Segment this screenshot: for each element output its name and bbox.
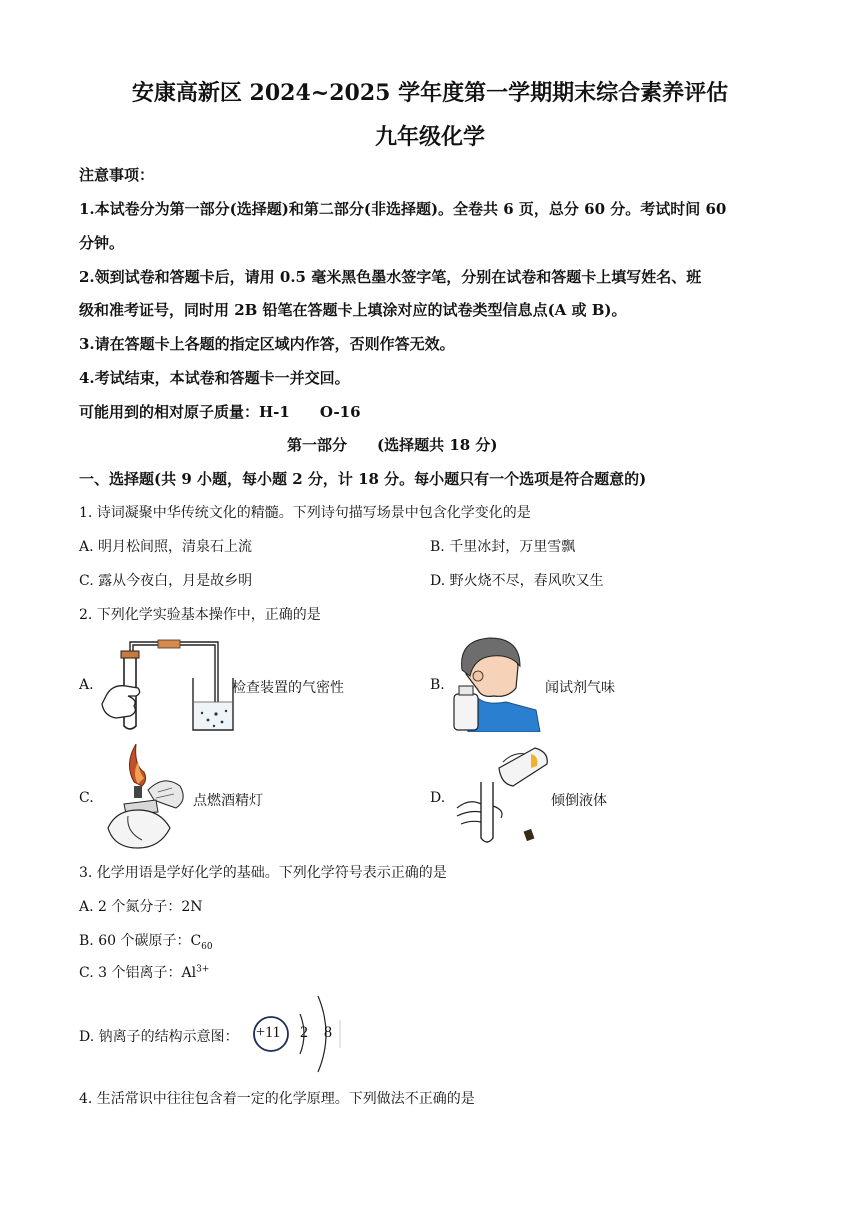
notice-item-2-line1: 2.领到试卷和答题卡后，请用 0.5 毫米黑色墨水签字笔，分别在试卷和答题卡上填写姓名、班 — [79, 268, 702, 286]
q2-option-d-caption: 倾倒液体 — [551, 793, 607, 809]
notice-item-3: 3.请在答题卡上各题的指定区域内作答，否则作答无效。 — [79, 335, 455, 353]
notice-heading: 注意事项： — [79, 166, 155, 184]
notice-item-1-line1: 1.本试卷分为第一部分(选择题)和第二部分(非选择题)。全卷共 6 页，总分 60 分。考试时间 60 — [79, 200, 727, 218]
part1-heading: 第一部分 (选择题共 18 分) — [287, 436, 498, 454]
q3-option-c-text: C. 3 个铝离子：Al — [79, 965, 197, 981]
lighting-alcohol-lamp-figure — [98, 744, 196, 852]
notice-item-1-line2: 分钟。 — [79, 234, 125, 252]
q1-option-c: C. 露从今夜白，月是故乡明 — [79, 573, 253, 589]
q1-option-b: B. 千里冰封，万里雪飘 — [430, 539, 576, 555]
q2-option-a-label: A. — [79, 677, 94, 693]
q3-stem: 3. 化学用语是学好化学的基础。下列化学符号表示正确的是 — [79, 865, 447, 881]
q3-option-d: D. 钠离子的结构示意图： — [79, 1029, 239, 1045]
q3-option-b — [79, 930, 213, 952]
q2-option-c-label: C. — [79, 790, 94, 806]
shell-2-electrons: 8 — [324, 1024, 332, 1041]
q2-option-a-caption: 检查装置的气密性 — [232, 680, 344, 696]
exam-title: 安康高新区 2024~2025 学年度第一学期期末综合素养评估 — [131, 80, 729, 106]
q2-option-b-label: B. — [430, 677, 445, 693]
q4-stem: 4. 生活常识中往往包含着一定的化学原理。下列做法不正确的是 — [79, 1091, 475, 1107]
section-heading: 一、选择题(共 9 小题，每小题 2 分，计 18 分。每小题只有一个选项是符合题意的) — [79, 470, 647, 488]
q3-option-a: A. 2 个氮分子：2N — [79, 899, 203, 915]
q1-option-a: A. 明月松间照，清泉石上流 — [79, 539, 253, 555]
atomic-mass-line: 可能用到的相对原子质量：H-1 O-16 — [79, 403, 361, 421]
q2-option-c-caption: 点燃酒精灯 — [193, 793, 263, 809]
sodium-ion-structure-diagram — [250, 994, 350, 1074]
smelling-reagent-figure — [448, 636, 542, 732]
q3-option-c — [79, 962, 209, 982]
q2-option-b-caption: 闻试剂气味 — [545, 680, 615, 696]
exam-subtitle: 九年级化学 — [374, 124, 485, 150]
q2-stem: 2. 下列化学实验基本操作中，正确的是 — [79, 607, 321, 623]
notice-item-4: 4.考试结束，本试卷和答题卡一并交回。 — [79, 369, 350, 387]
q3-option-b-subscript: 60 — [201, 941, 213, 952]
q1-option-d: D. 野火烧不尽，春风吹又生 — [430, 573, 604, 589]
notice-item-2-line2: 级和准考证号，同时用 2B 铅笔在答题卡上填涂对应的试卷类型信息点(A 或 B)。 — [79, 301, 627, 319]
q3-option-c-superscript: 3+ — [196, 964, 210, 975]
airtightness-check-figure — [98, 638, 236, 734]
nucleus-charge: +11 — [256, 1024, 281, 1041]
pouring-liquid-figure — [453, 746, 553, 850]
q1-stem: 1. 诗词凝聚中华传统文化的精髓。下列诗句描写场景中包含化学变化的是 — [79, 505, 531, 521]
q3-option-b-text: B. 60 个碳原子：C — [79, 933, 202, 949]
q2-option-d-label: D. — [430, 790, 446, 806]
shell-1-electrons: 2 — [300, 1024, 308, 1041]
